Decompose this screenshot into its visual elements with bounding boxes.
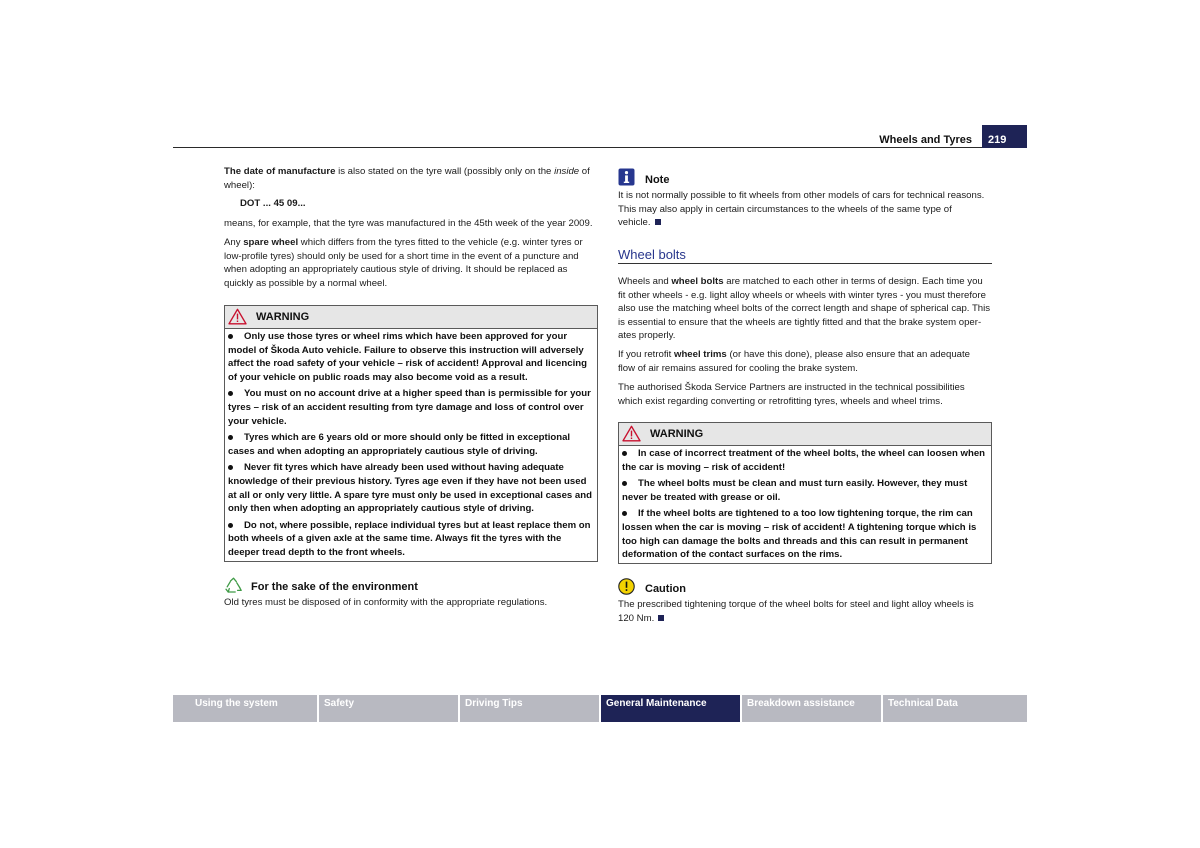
- warning-item-line: model of Škoda Auto vehicle. Failure to observe this instruction will adversely: [228, 344, 584, 356]
- warning-item-line: knowledge of their previous history. Tyres age even if they have not been used: [228, 475, 587, 487]
- warning-item-line: [622, 477, 987, 491]
- warning-item-text: You must on no account drive at a higher speed than is permissible for your: [244, 388, 591, 400]
- tab-breakdown-assistance[interactable]: Breakdown assistance: [742, 695, 881, 722]
- text-run: 120 Nm.: [618, 612, 655, 624]
- warning-item-text: Do not, where possible, replace individual tyres but at least replace them on: [244, 519, 591, 531]
- tab-driving-tips[interactable]: Driving Tips: [460, 695, 599, 722]
- warning-item-line: at all or only very little. A spare tyre must only be used in exceptional cases and: [228, 489, 592, 501]
- bold-term: wheel trims: [673, 349, 727, 360]
- warning-item: [228, 519, 593, 560]
- warning-item: [622, 507, 987, 561]
- text-run: Any: [224, 237, 244, 248]
- warning-item: [228, 431, 593, 458]
- bullet-icon: [622, 449, 638, 458]
- paragraph-line: It is not normally possible to fit wheels from other models of cars for technical reasons.: [618, 190, 985, 201]
- paragraph-line: when adopting an appropriately cautious style of driving. It should be replaced as: [224, 264, 568, 276]
- paragraph-line: flow of air remains assured for cooling the brake system.: [618, 362, 858, 374]
- warning-item-line: deeper tread depth to the front wheels.: [228, 546, 405, 558]
- bullet-icon: [228, 463, 244, 472]
- warning-item: [228, 330, 593, 384]
- date-of-manufacture-paragraph: [224, 165, 598, 192]
- warning-item-line: cases and when adopting an appropriately cautious style of driving.: [228, 445, 538, 457]
- warning-item-line: affect the road safety of your vehicle – risk of accident! Approval and licencing: [228, 358, 587, 370]
- warning-item-line: deformation of the contact surfaces on the rims.: [622, 549, 843, 561]
- section-title: Wheels and Tyres: [879, 134, 972, 146]
- dot-code-explanation: means, for example, that the tyre was manufactured in the 45th week of the year 2009.: [224, 218, 593, 229]
- bullet-icon: [622, 479, 638, 488]
- warning-item: [228, 461, 593, 515]
- paragraph-line: [224, 165, 598, 179]
- text-run: Wheels and: [618, 276, 672, 287]
- environment-title: For the sake of the environment: [251, 581, 418, 593]
- warning-item-line: [228, 330, 593, 344]
- warning-item-line: both wheels of a given axle at the same time. Always fit the tyres with the: [228, 533, 562, 545]
- end-of-section-marker: [658, 615, 664, 621]
- warning-body: [225, 329, 597, 560]
- paragraph-line: fit other wheels - e.g. light alloy wheels or wheels with winter tyres - you must therefore: [618, 289, 986, 301]
- warning-item-text: If the wheel bolts are tightened to a too low tightening torque, the rim can: [638, 508, 973, 520]
- warning-item-line: too high can damage the bolts and threads and this can result in permanent: [622, 535, 968, 547]
- paragraph-line: [618, 216, 992, 230]
- warning-body: [619, 446, 991, 562]
- warning-item-text: Never fit tyres which have already been used without having adequate: [244, 462, 564, 474]
- warning-header: [225, 306, 597, 329]
- warning-item-line: of your vehicle on public roads may also become void as a result.: [228, 371, 528, 383]
- caution-text: [618, 598, 992, 625]
- text-run: vehicle.: [618, 217, 651, 229]
- bullet-icon: [228, 433, 244, 442]
- warning-item-text: Only use those tyres or wheel rims which have been approved for your: [244, 331, 568, 342]
- warning-item: [622, 477, 987, 504]
- bold-term: The date of manufacture: [224, 166, 336, 177]
- italic-term: inside: [554, 166, 580, 177]
- text-run: (or have this done), please also ensure that an adequate: [726, 349, 970, 360]
- paragraph-line: The prescribed tightening torque of the wheel bolts for steel and light alloy wheels is: [618, 599, 974, 610]
- text-run: is also stated on the tyre wall (possibly only on the: [335, 166, 555, 177]
- warning-item-line: the car is moving – risk of accident!: [622, 461, 786, 473]
- note-text: [618, 189, 992, 230]
- wheel-trims-paragraph: [618, 348, 992, 375]
- paragraph-line: is essential to ensure that the wheels are tightly fitted and that the brake system oper-: [618, 316, 982, 328]
- paragraph-line: This may also apply in certain circumstances to the wheels of the same type of: [618, 203, 952, 215]
- paragraph-line: also use the matching wheel bolts of the correct length and shape of spherical cap. This: [618, 303, 991, 315]
- warning-title: WARNING: [650, 428, 704, 440]
- environment-text: Old tyres must be disposed of in conformity with the appropriate regulations.: [224, 597, 548, 608]
- warning-triangle-icon: [622, 425, 641, 442]
- warning-item-text: Tyres which are 6 years old or more should only be fitted in exceptional: [244, 432, 571, 444]
- tab-safety[interactable]: Safety: [319, 695, 458, 722]
- paragraph-line: [224, 236, 598, 250]
- paragraph-line: wheel):: [224, 179, 255, 191]
- bullet-icon: [228, 332, 244, 341]
- paragraph-line: quickly as possible by a normal wheel.: [224, 277, 388, 289]
- warning-triangle-icon: [228, 308, 247, 325]
- wheel-bolts-heading: Wheel bolts: [618, 247, 686, 262]
- bold-term: spare wheel: [243, 237, 299, 248]
- paragraph-line: The authorised Škoda Service Partners are instructed in the technical possibilities: [618, 382, 965, 393]
- paragraph-line: [618, 275, 992, 289]
- text-run: of: [579, 166, 590, 177]
- warning-item-line: [622, 507, 987, 521]
- heading-underline: [618, 263, 992, 264]
- spare-wheel-paragraph: [224, 236, 598, 290]
- header-divider: [173, 147, 982, 148]
- tyre-warning-box: [224, 305, 598, 562]
- page-number: 219: [982, 125, 1027, 148]
- wheel-bolts-paragraph: [618, 275, 992, 343]
- paragraph-line: which exist regarding converting or retrofitting tyres, wheels and wheel trims.: [618, 395, 943, 407]
- caution-title: Caution: [645, 583, 686, 595]
- paragraph-line: ates properly.: [618, 330, 676, 342]
- warning-item-line: only then when adopting an appropriately cautious style of driving.: [228, 503, 534, 515]
- warning-item-line: [228, 519, 593, 533]
- note-title: Note: [645, 174, 670, 186]
- warning-item-line: never be treated with grease or oil.: [622, 491, 781, 503]
- warning-item: [622, 447, 987, 474]
- warning-item-text: The wheel bolts must be clean and must turn easily. However, they must: [638, 478, 968, 490]
- warning-item-line: [228, 387, 593, 401]
- warning-item-line: [228, 431, 593, 445]
- text-run: which differs from the tyres fitted to the vehicle (e.g. winter tyres or: [298, 237, 583, 248]
- bullet-icon: [622, 509, 638, 518]
- warning-item-line: tyres – risk of an accident resulting from tyre damage and loss of control over: [228, 401, 584, 413]
- bullet-icon: [228, 389, 244, 398]
- caution-exclamation-icon: [618, 578, 635, 595]
- bold-term: wheel bolts: [671, 276, 724, 287]
- text-run: If you retrofit: [618, 349, 674, 360]
- tab-using-the-system[interactable]: Using the system: [173, 695, 317, 722]
- wheel-bolts-warning-box: [618, 422, 992, 564]
- warning-item-line: [622, 447, 987, 461]
- warning-title: WARNING: [256, 311, 310, 323]
- note-info-icon: [618, 168, 635, 186]
- paragraph-line: [618, 612, 992, 626]
- paragraph-line: low-profile tyres) should only be used for a short time in the event of a puncture and: [224, 250, 579, 262]
- warning-item-line: lossen when the car is moving – risk of accident! A tightening torque which is: [622, 521, 977, 533]
- warning-item: [228, 387, 593, 428]
- bullet-icon: [228, 521, 244, 530]
- warning-item-line: your vehicle.: [228, 415, 287, 427]
- warning-item-text: In case of incorrect treatment of the wheel bolts, the wheel can loosen when: [638, 448, 986, 459]
- warning-item-line: [228, 461, 593, 475]
- text-run: are matched to each other in terms of design. Each time you: [723, 276, 983, 287]
- tab-general-maintenance[interactable]: General Maintenance: [601, 695, 740, 722]
- dot-code-example: DOT ... 45 09...: [240, 198, 306, 209]
- environment-recycle-icon: [224, 577, 243, 594]
- end-of-section-marker: [655, 219, 661, 225]
- service-partners-paragraph: [618, 381, 992, 408]
- paragraph-line: [618, 348, 992, 362]
- warning-header: [619, 423, 991, 446]
- tab-technical-data[interactable]: Technical Data: [883, 695, 1027, 722]
